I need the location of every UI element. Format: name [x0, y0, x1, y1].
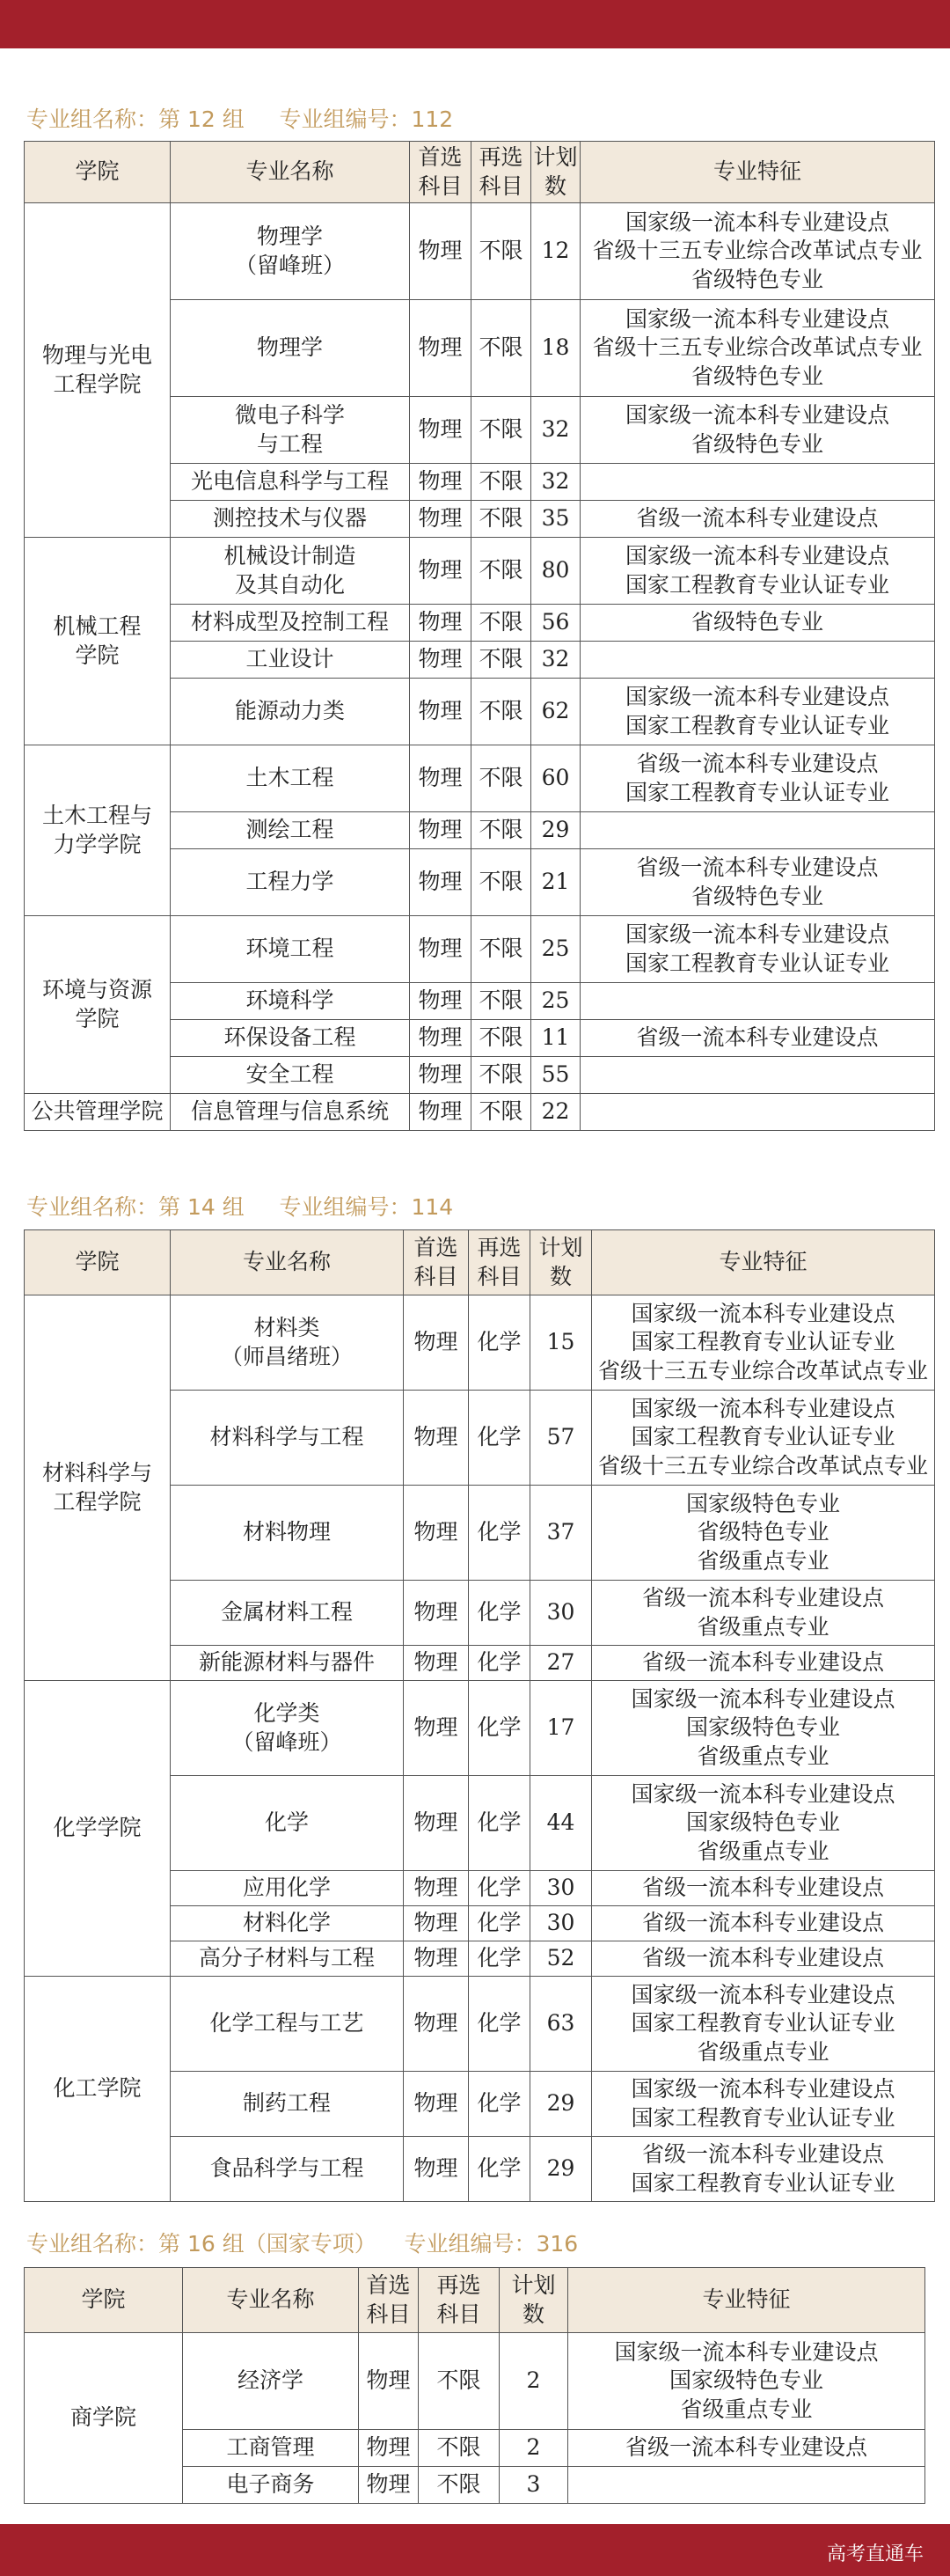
- col-major: 专业名称: [183, 2268, 359, 2333]
- first-subject-cell: 物理: [410, 203, 471, 300]
- plan-cell: 27: [530, 1646, 592, 1681]
- feature-cell: 省级一流本科专业建设点: [568, 2430, 925, 2467]
- table-row: [25, 916, 935, 983]
- plan-cell: 11: [531, 1020, 581, 1057]
- feature-cell: 省级一流本科专业建设点 国家工程教育专业认证专业: [581, 745, 935, 812]
- major-cell: 经济学: [183, 2333, 359, 2430]
- first-subject-cell: 物理: [359, 2333, 419, 2430]
- college-cell: 化工学院: [25, 1977, 171, 2202]
- major-cell: 机械设计制造 及其自动化: [171, 538, 410, 605]
- major-cell: 高分子材料与工程: [171, 1941, 404, 1977]
- feature-cell: 省级一流本科专业建设点: [592, 1871, 935, 1906]
- major-cell: 安全工程: [171, 1057, 410, 1094]
- first-subject-cell: 物理: [404, 1681, 469, 1776]
- feature-cell: [581, 812, 935, 849]
- table-row: [25, 203, 935, 300]
- second-subject-cell: 不限: [471, 538, 531, 605]
- college-cell: 公共管理学院: [25, 1094, 171, 1131]
- plan-cell: 29: [531, 812, 581, 849]
- plan-cell: 32: [531, 642, 581, 679]
- second-subject-cell: 化学: [469, 1581, 530, 1646]
- second-subject-cell: 不限: [419, 2467, 500, 2504]
- second-subject-cell: 化学: [469, 1871, 530, 1906]
- feature-cell: 省级一流本科专业建设点: [581, 501, 935, 538]
- second-subject-cell: 不限: [471, 1094, 531, 1131]
- first-subject-cell: 物理: [404, 1776, 469, 1871]
- plan-cell: 29: [530, 2137, 592, 2202]
- plan-cell: 60: [531, 745, 581, 812]
- table-row: [25, 1977, 935, 2072]
- feature-cell: 省级一流本科专业建设点: [581, 1020, 935, 1057]
- second-subject-cell: 不限: [419, 2430, 500, 2467]
- first-subject-cell: 物理: [404, 1486, 469, 1581]
- col-second-subject: 再选 科目: [471, 142, 531, 203]
- col-college: 学院: [25, 142, 171, 203]
- feature-cell: 省级特色专业: [581, 605, 935, 642]
- major-cell: 能源动力类: [171, 679, 410, 745]
- major-cell: 环境工程: [171, 916, 410, 983]
- second-subject-cell: 不限: [471, 300, 531, 397]
- table-row: [25, 1295, 935, 1391]
- second-subject-cell: 化学: [469, 1906, 530, 1941]
- group-14-title: 专业组名称：第 14 组 专业组编号：114: [26, 1194, 454, 1220]
- plan-cell: 32: [531, 397, 581, 464]
- first-subject-cell: 物理: [410, 745, 471, 812]
- major-cell: 新能源材料与器件: [171, 1646, 404, 1681]
- col-plan: 计划 数: [531, 142, 581, 203]
- first-subject-cell: 物理: [410, 849, 471, 916]
- major-cell: 工程力学: [171, 849, 410, 916]
- first-subject-cell: 物理: [410, 605, 471, 642]
- col-plan: 计划 数: [500, 2268, 568, 2333]
- major-cell: 化学工程与工艺: [171, 1977, 404, 2072]
- feature-cell: 国家级一流本科专业建设点 国家级特色专业 省级重点专业: [568, 2333, 925, 2430]
- feature-cell: 国家级一流本科专业建设点 省级特色专业: [581, 397, 935, 464]
- feature-cell: 省级一流本科专业建设点 省级特色专业: [581, 849, 935, 916]
- college-cell: 材料科学与 工程学院: [25, 1295, 171, 1681]
- college-cell: 商学院: [25, 2333, 183, 2504]
- plan-cell: 30: [530, 1871, 592, 1906]
- major-cell: 环保设备工程: [171, 1020, 410, 1057]
- second-subject-cell: 不限: [471, 501, 531, 538]
- col-college: 学院: [25, 1230, 171, 1295]
- col-college: 学院: [25, 2268, 183, 2333]
- major-cell: 材料物理: [171, 1486, 404, 1581]
- feature-cell: 国家级一流本科专业建设点 省级十三五专业综合改革试点专业 省级特色专业: [581, 203, 935, 300]
- major-cell: 化学类 （留峰班）: [171, 1681, 404, 1776]
- table-row: [25, 745, 935, 812]
- major-cell: 光电信息科学与工程: [171, 464, 410, 501]
- plan-cell: 18: [531, 300, 581, 397]
- plan-cell: 52: [530, 1941, 592, 1977]
- col-first-subject: 首选 科目: [410, 142, 471, 203]
- college-cell: 环境与资源 学院: [25, 916, 171, 1094]
- second-subject-cell: 不限: [471, 397, 531, 464]
- group-12-table: [24, 141, 935, 1131]
- plan-cell: 30: [530, 1906, 592, 1941]
- first-subject-cell: 物理: [410, 397, 471, 464]
- table-header-row: [25, 2268, 925, 2333]
- first-subject-cell: 物理: [359, 2430, 419, 2467]
- major-cell: 制药工程: [171, 2072, 404, 2137]
- feature-cell: 国家级特色专业 省级特色专业 省级重点专业: [592, 1486, 935, 1581]
- second-subject-cell: 不限: [471, 203, 531, 300]
- feature-cell: 国家级一流本科专业建设点 省级十三五专业综合改革试点专业 省级特色专业: [581, 300, 935, 397]
- plan-cell: 25: [531, 983, 581, 1020]
- feature-cell: 国家级一流本科专业建设点 国家工程教育专业认证专业: [581, 679, 935, 745]
- plan-cell: 44: [530, 1776, 592, 1871]
- first-subject-cell: 物理: [410, 1094, 471, 1131]
- second-subject-cell: 化学: [469, 1295, 530, 1391]
- table-row: [25, 1681, 935, 1776]
- plan-cell: 29: [530, 2072, 592, 2137]
- second-subject-cell: 化学: [469, 2137, 530, 2202]
- second-subject-cell: 不限: [471, 849, 531, 916]
- feature-cell: 省级一流本科专业建设点: [592, 1941, 935, 1977]
- major-cell: 材料类 （师昌绪班）: [171, 1295, 404, 1391]
- feature-cell: 国家级一流本科专业建设点 国家级特色专业 省级重点专业: [592, 1776, 935, 1871]
- feature-cell: 国家级一流本科专业建设点 国家级特色专业 省级重点专业: [592, 1681, 935, 1776]
- first-subject-cell: 物理: [410, 300, 471, 397]
- major-cell: 应用化学: [171, 1871, 404, 1906]
- col-feature: 专业特征: [581, 142, 935, 203]
- second-subject-cell: 不限: [471, 679, 531, 745]
- first-subject-cell: 物理: [410, 983, 471, 1020]
- major-cell: 工业设计: [171, 642, 410, 679]
- first-subject-cell: 物理: [410, 916, 471, 983]
- first-subject-cell: 物理: [404, 1391, 469, 1486]
- plan-cell: 57: [530, 1391, 592, 1486]
- major-cell: 土木工程: [171, 745, 410, 812]
- second-subject-cell: 化学: [469, 1681, 530, 1776]
- major-cell: 物理学 （留峰班）: [171, 203, 410, 300]
- second-subject-cell: 化学: [469, 1977, 530, 2072]
- table-row: [25, 538, 935, 605]
- major-cell: 材料科学与工程: [171, 1391, 404, 1486]
- college-cell: 机械工程 学院: [25, 538, 171, 745]
- first-subject-cell: 物理: [410, 812, 471, 849]
- col-second-subject: 再选 科目: [469, 1230, 530, 1295]
- col-plan: 计划 数: [530, 1230, 592, 1295]
- table-header-row: [25, 1230, 935, 1295]
- feature-cell: [581, 1094, 935, 1131]
- col-second-subject: 再选 科目: [419, 2268, 500, 2333]
- first-subject-cell: 物理: [404, 1906, 469, 1941]
- major-cell: 金属材料工程: [171, 1581, 404, 1646]
- table-header-row: [25, 142, 935, 203]
- major-cell: 材料化学: [171, 1906, 404, 1941]
- second-subject-cell: 化学: [469, 1941, 530, 1977]
- major-cell: 测控技术与仪器: [171, 501, 410, 538]
- major-cell: 测绘工程: [171, 812, 410, 849]
- first-subject-cell: 物理: [410, 501, 471, 538]
- major-cell: 信息管理与信息系统: [171, 1094, 410, 1131]
- plan-cell: 30: [530, 1581, 592, 1646]
- first-subject-cell: 物理: [410, 679, 471, 745]
- table-row: [25, 1094, 935, 1131]
- first-subject-cell: 物理: [404, 2072, 469, 2137]
- first-subject-cell: 物理: [404, 1295, 469, 1391]
- first-subject-cell: 物理: [404, 1581, 469, 1646]
- second-subject-cell: 不限: [471, 1057, 531, 1094]
- plan-cell: 22: [531, 1094, 581, 1131]
- feature-cell: 国家级一流本科专业建设点 国家工程教育专业认证专业 省级十三五专业综合改革试点专业: [592, 1391, 935, 1486]
- second-subject-cell: 不限: [471, 745, 531, 812]
- major-cell: 化学: [171, 1776, 404, 1871]
- plan-cell: 37: [530, 1486, 592, 1581]
- second-subject-cell: 不限: [471, 916, 531, 983]
- college-cell: 化学学院: [25, 1681, 171, 1977]
- second-subject-cell: 不限: [471, 464, 531, 501]
- first-subject-cell: 物理: [404, 1977, 469, 2072]
- first-subject-cell: 物理: [410, 1020, 471, 1057]
- college-cell: 物理与光电 工程学院: [25, 203, 171, 538]
- feature-cell: [581, 642, 935, 679]
- feature-cell: [568, 2467, 925, 2504]
- plan-cell: 80: [531, 538, 581, 605]
- feature-cell: [581, 1057, 935, 1094]
- feature-cell: [581, 464, 935, 501]
- feature-cell: 国家级一流本科专业建设点 国家工程教育专业认证专业: [581, 538, 935, 605]
- first-subject-cell: 物理: [404, 1941, 469, 1977]
- first-subject-cell: 物理: [410, 642, 471, 679]
- bottom-banner: [0, 2524, 950, 2576]
- second-subject-cell: 不限: [471, 1020, 531, 1057]
- plan-cell: 35: [531, 501, 581, 538]
- plan-cell: 62: [531, 679, 581, 745]
- feature-cell: 省级一流本科专业建设点: [592, 1906, 935, 1941]
- brand-label: 高考直通车: [826, 2543, 924, 2565]
- second-subject-cell: 不限: [471, 642, 531, 679]
- feature-cell: 省级一流本科专业建设点 国家工程教育专业认证专业: [592, 2137, 935, 2202]
- second-subject-cell: 不限: [471, 605, 531, 642]
- col-feature: 专业特征: [568, 2268, 925, 2333]
- major-cell: 物理学: [171, 300, 410, 397]
- major-cell: 工商管理: [183, 2430, 359, 2467]
- plan-cell: 2: [500, 2333, 568, 2430]
- group-14-table: [24, 1229, 935, 2202]
- feature-cell: [581, 983, 935, 1020]
- major-cell: 电子商务: [183, 2467, 359, 2504]
- second-subject-cell: 不限: [471, 812, 531, 849]
- feature-cell: 国家级一流本科专业建设点 国家工程教育专业认证专业: [581, 916, 935, 983]
- feature-cell: 省级一流本科专业建设点: [592, 1646, 935, 1681]
- first-subject-cell: 物理: [404, 1871, 469, 1906]
- college-cell: 土木工程与 力学学院: [25, 745, 171, 916]
- first-subject-cell: 物理: [410, 464, 471, 501]
- second-subject-cell: 化学: [469, 1776, 530, 1871]
- plan-cell: 25: [531, 916, 581, 983]
- col-major: 专业名称: [171, 142, 410, 203]
- plan-cell: 56: [531, 605, 581, 642]
- feature-cell: 国家级一流本科专业建设点 国家工程教育专业认证专业: [592, 2072, 935, 2137]
- second-subject-cell: 不限: [419, 2333, 500, 2430]
- col-feature: 专业特征: [592, 1230, 935, 1295]
- feature-cell: 国家级一流本科专业建设点 国家工程教育专业认证专业 省级十三五专业综合改革试点专业: [592, 1295, 935, 1391]
- plan-cell: 12: [531, 203, 581, 300]
- major-cell: 环境科学: [171, 983, 410, 1020]
- plan-cell: 15: [530, 1295, 592, 1391]
- feature-cell: 国家级一流本科专业建设点 国家工程教育专业认证专业 省级重点专业: [592, 1977, 935, 2072]
- first-subject-cell: 物理: [404, 2137, 469, 2202]
- col-major: 专业名称: [171, 1230, 404, 1295]
- first-subject-cell: 物理: [359, 2467, 419, 2504]
- first-subject-cell: 物理: [410, 538, 471, 605]
- first-subject-cell: 物理: [404, 1646, 469, 1681]
- group-12-title: 专业组名称：第 12 组 专业组编号：112: [26, 106, 454, 132]
- second-subject-cell: 化学: [469, 2072, 530, 2137]
- first-subject-cell: 物理: [410, 1057, 471, 1094]
- second-subject-cell: 化学: [469, 1646, 530, 1681]
- second-subject-cell: 化学: [469, 1391, 530, 1486]
- feature-cell: 省级一流本科专业建设点 省级重点专业: [592, 1581, 935, 1646]
- major-cell: 微电子科学 与工程: [171, 397, 410, 464]
- top-banner: [0, 0, 950, 48]
- group-16-title: 专业组名称：第 16 组（国家专项） 专业组编号：316: [26, 2231, 579, 2257]
- plan-cell: 17: [530, 1681, 592, 1776]
- second-subject-cell: 不限: [471, 983, 531, 1020]
- plan-cell: 32: [531, 464, 581, 501]
- group-16-table: [24, 2267, 925, 2504]
- plan-cell: 63: [530, 1977, 592, 2072]
- second-subject-cell: 化学: [469, 1486, 530, 1581]
- plan-cell: 55: [531, 1057, 581, 1094]
- major-cell: 材料成型及控制工程: [171, 605, 410, 642]
- col-first-subject: 首选 科目: [359, 2268, 419, 2333]
- table-row: [25, 2333, 925, 2430]
- col-first-subject: 首选 科目: [404, 1230, 469, 1295]
- plan-cell: 21: [531, 849, 581, 916]
- plan-cell: 2: [500, 2430, 568, 2467]
- plan-cell: 3: [500, 2467, 568, 2504]
- major-cell: 食品科学与工程: [171, 2137, 404, 2202]
